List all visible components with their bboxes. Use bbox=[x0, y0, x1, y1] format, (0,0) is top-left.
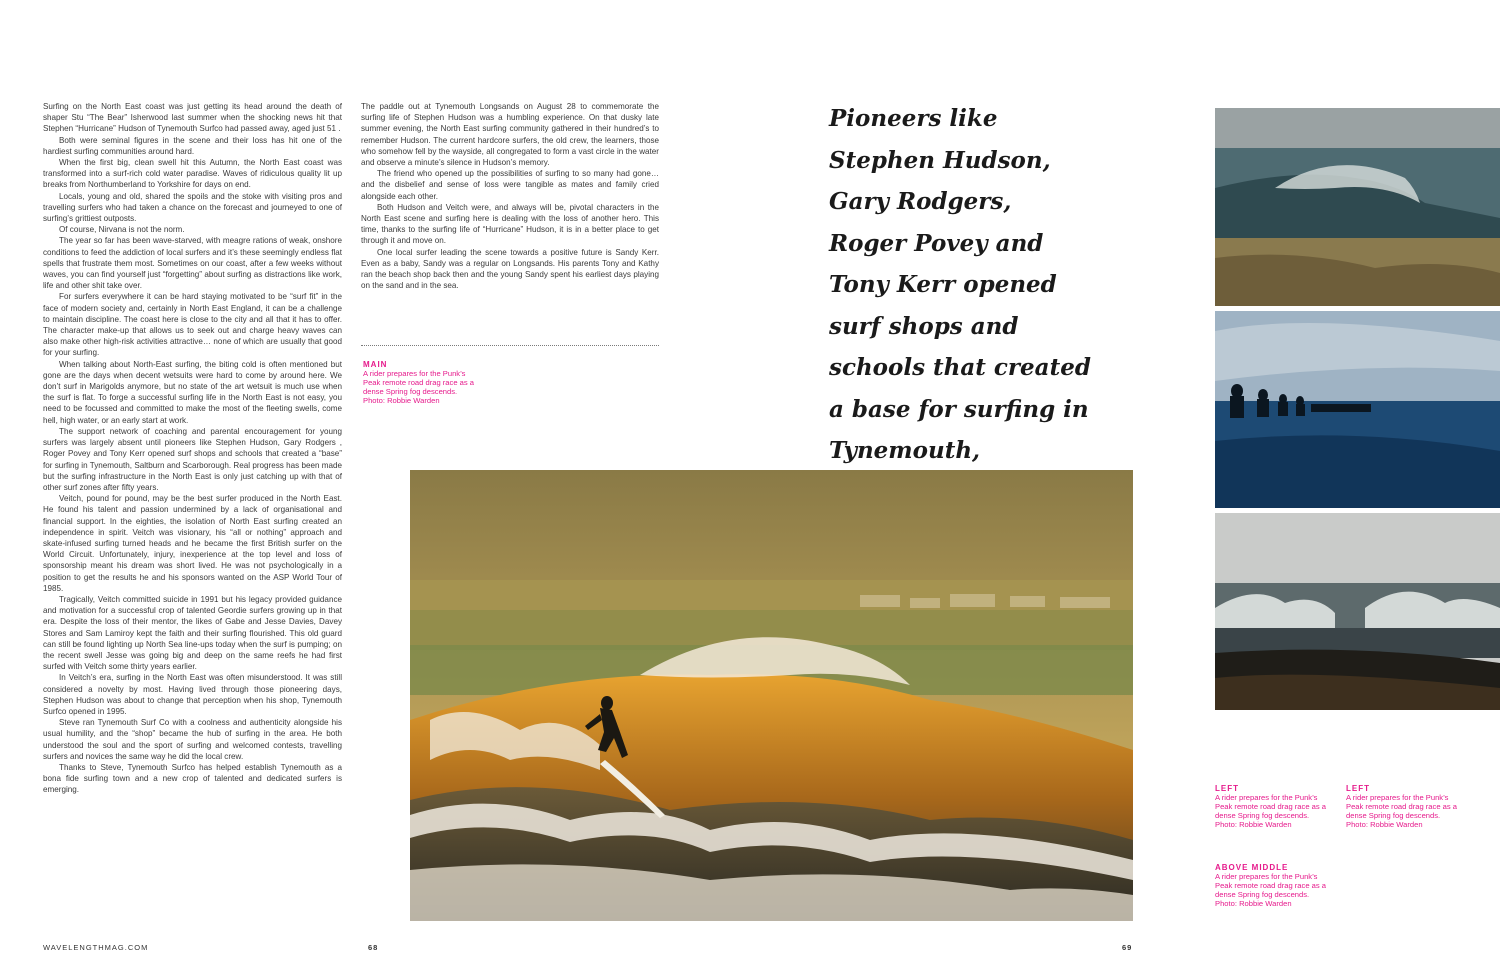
photo-wave-barrel bbox=[1215, 108, 1500, 306]
caption-text: A rider prepares for the Punk’s Peak remote road drag race as a dense Spring fog descends. Photo: Robbie Warden bbox=[1346, 793, 1458, 830]
caption-heading: ABOVE MIDDLE bbox=[1215, 863, 1289, 872]
photo-breaking-waves-coast bbox=[1215, 513, 1500, 710]
paragraph: Veitch, pound for pound, may be the best surfer produced in the North East. He found his talent and passion undermined by a lack of organisational and financial support. In the eighties, the isolation of North East surfing created an independence in spirit. Veitch was visionary, his “all or nothing” approach and skate-infused surfing turned heads and he became the first British surfer on the World Circuit. Unfortunately, injury, inexperience at the top level and loss of sponsorship meant his dream was short lived. He was not psychologically in a position to get the results he and his sponsors wanted on the ASP World Tour of 1985. bbox=[43, 494, 342, 593]
dotted-divider bbox=[361, 345, 659, 346]
paragraph: The year so far has been wave-starved, with meagre rations of weak, onshore conditions to feed the addiction of local surfers and it’s these seemingly endless flat spells that frustrate them most. Sometimes on our coast, after a few weeks without waves, you can find yourself just “forgetting” about surfing as distractions like work, life and other shit take over. bbox=[43, 236, 342, 291]
paragraph: Thanks to Steve, Tynemouth Surfco has helped establish Tynemouth as a bona fide surfing town and a new crop of talented and dedicated surfers is emerging. bbox=[43, 762, 342, 795]
paragraph: Steve ran Tynemouth Surf Co with a coolness and authenticity alongside his usual humility, and the “shop” became the hub of surfing in the area. He both understood the soul and the sport of surfing and welcomed contests, travelling surfers and novices the same way he did the local crew. bbox=[43, 718, 342, 761]
paragraph: Both Hudson and Veitch were, and always will be, pivotal characters in the North East scene and surfing here is dealing with the loss of another hero. This time, thanks to the surfing life of “Hurricane” Hudson, it is in a better place to get through it and move on. bbox=[361, 202, 659, 246]
paragraph: For surfers everywhere it can be hard staying motivated to be “surf fit” in the face of modern society and, certainly in North East England, it can be a challenge to maintain discipline. The coast here is close to the city and all that it has to offer. The character make-up that allows us to seek out and charge heavy waves can also make other high-risk activities attractive… none of which are usually that good for your surfing. bbox=[43, 292, 342, 358]
paragraph: Locals, young and old, shared the spoils and the stoke with visiting pros and travelling surfers who had taken a chance on the forecast and journeyed to one of surfing’s grittiest outposts. bbox=[43, 191, 342, 224]
paragraph: Tragically, Veitch committed suicide in 1991 but his legacy provided guidance and motivation for a successful crop of talented Geordie surfers growing up in that era. Despite the loss of their mentor, the likes of Gabe and Jesse Davies, Davey Stores and Sam Lamiroy kept the faith and their surfing flourished. This old guard can still be found lighting up North Sea line-ups today when the surf is pumping; on the recent swell Jesse was going big and deep on the same reefs he had first surfed with Veitch some thirty years earlier. bbox=[43, 594, 342, 672]
page-number-right: 69 bbox=[1122, 943, 1133, 952]
paragraph: Of course, Nirvana is not the norm. bbox=[59, 225, 185, 235]
caption-above-middle bbox=[1215, 863, 1327, 908]
paragraph: One local surfer leading the scene towards a positive future is Sandy Kerr. Even as a baby, Sandy was a regular on Longsands. His parents Tony and Kathy ran the beach shop back then and the young Sandy spent his earliest days playing on the sand and in the sea. bbox=[361, 247, 659, 291]
article-column-2 bbox=[361, 101, 659, 291]
photo-paddle-out-circle bbox=[1215, 311, 1500, 508]
paragraph: The paddle out at Tynemouth Longsands on August 28 to commemorate the surfing life of Stephen Hudson was a humbling experience. On that dusky late summer evening, the North East surfing community gathered in their hundred’s to remember Hudson. The current hardcore surfers, the old crew, the learners, those who somehow fell by the wayside, all congregated to form a vast circle in the water and observe a minute’s silence in Hudson’s memory. bbox=[361, 102, 659, 168]
paragraph: When talking about North-East surfing, the biting cold is often mentioned but gone are the days when decent wetsuits were hard to come by around here. We don’t surf in Marigolds anymore, but no state of the art wetsuit is much use when the surf is flat. To forge a successful surfing life in the North East is not easy, you need to be focussed and committed to make the most of the fleeting swells, come hell, high water, or an early start at work. bbox=[43, 359, 342, 425]
pull-quote: Pioneers like Stephen Hudson, Gary Rodgers, Roger Povey and Tony Kerr opened surf shops and schools that created a base for surfing in Tynemouth, bbox=[829, 105, 1091, 464]
caption-text: A rider prepares for the Punk’s Peak remote road drag race as a dense Spring fog descends. Photo: Robbie Warden bbox=[1215, 793, 1327, 830]
paragraph: The support network of coaching and parental encouragement for young surfers was largely absent until pioneers like Stephen Hudson, Gary Rodgers , Roger Povey and Tony Kerr opened surf shops and schools that created a “base” for surfing in Tynemouth, Saltburn and Scarborough. Real progress has been made but the surfing infrastructure in the North East is only just catching up with that of other surf zones after fifty years. bbox=[43, 426, 342, 492]
caption-left-1 bbox=[1215, 784, 1327, 829]
caption-left-2 bbox=[1346, 784, 1458, 829]
paragraph: When the first big, clean swell hit this Autumn, the North East coast was transformed into a surf-rich cold water paradise. Waves of ridiculous quality lit up breaks from Northumberland to Yorkshire for days on end. bbox=[43, 158, 342, 190]
caption-text: A rider prepares for the Punk’s Peak remote road drag race as a dense Spring fog descends. Photo: Robbie Warden bbox=[363, 369, 475, 406]
paragraph: Both were seminal figures in the scene and their loss has hit one of the hardiest surfing communities around hard. bbox=[43, 135, 342, 156]
caption-main bbox=[363, 360, 475, 405]
page-number-left: 68 bbox=[368, 943, 379, 952]
paragraph: In Veitch’s era, surfing in the North East was often misunderstood. It was still considered a novelty by most. Having lived through those pioneering days, Stephen Hudson was about to change that perception when his shop, Tynemouth Surfco opened in 1995. bbox=[43, 673, 342, 716]
paragraph: Surfing on the North East coast was just getting its head around the death of shaper Stu “The Bear” Isherwood last summer when the shocking news hit that Stephen “Hurricane” Hudson of Tynemouth Surfco had passed away, aged just 51 . bbox=[43, 102, 342, 134]
main-surf-photo bbox=[410, 470, 1133, 921]
caption-heading: LEFT bbox=[1346, 784, 1370, 793]
paragraph: The friend who opened up the possibilities of surfing to so many had gone… and the disbelief and sense of loss were tangible as mates and family cried alongside each other. bbox=[361, 169, 659, 201]
caption-text: A rider prepares for the Punk’s Peak remote road drag race as a dense Spring fog descends. Photo: Robbie Warden bbox=[1215, 872, 1327, 909]
site-url: WAVELENGTHMAG.COM bbox=[43, 943, 149, 952]
caption-heading: LEFT bbox=[1215, 784, 1239, 793]
caption-heading: MAIN bbox=[363, 360, 388, 369]
article-column-1 bbox=[43, 101, 342, 796]
